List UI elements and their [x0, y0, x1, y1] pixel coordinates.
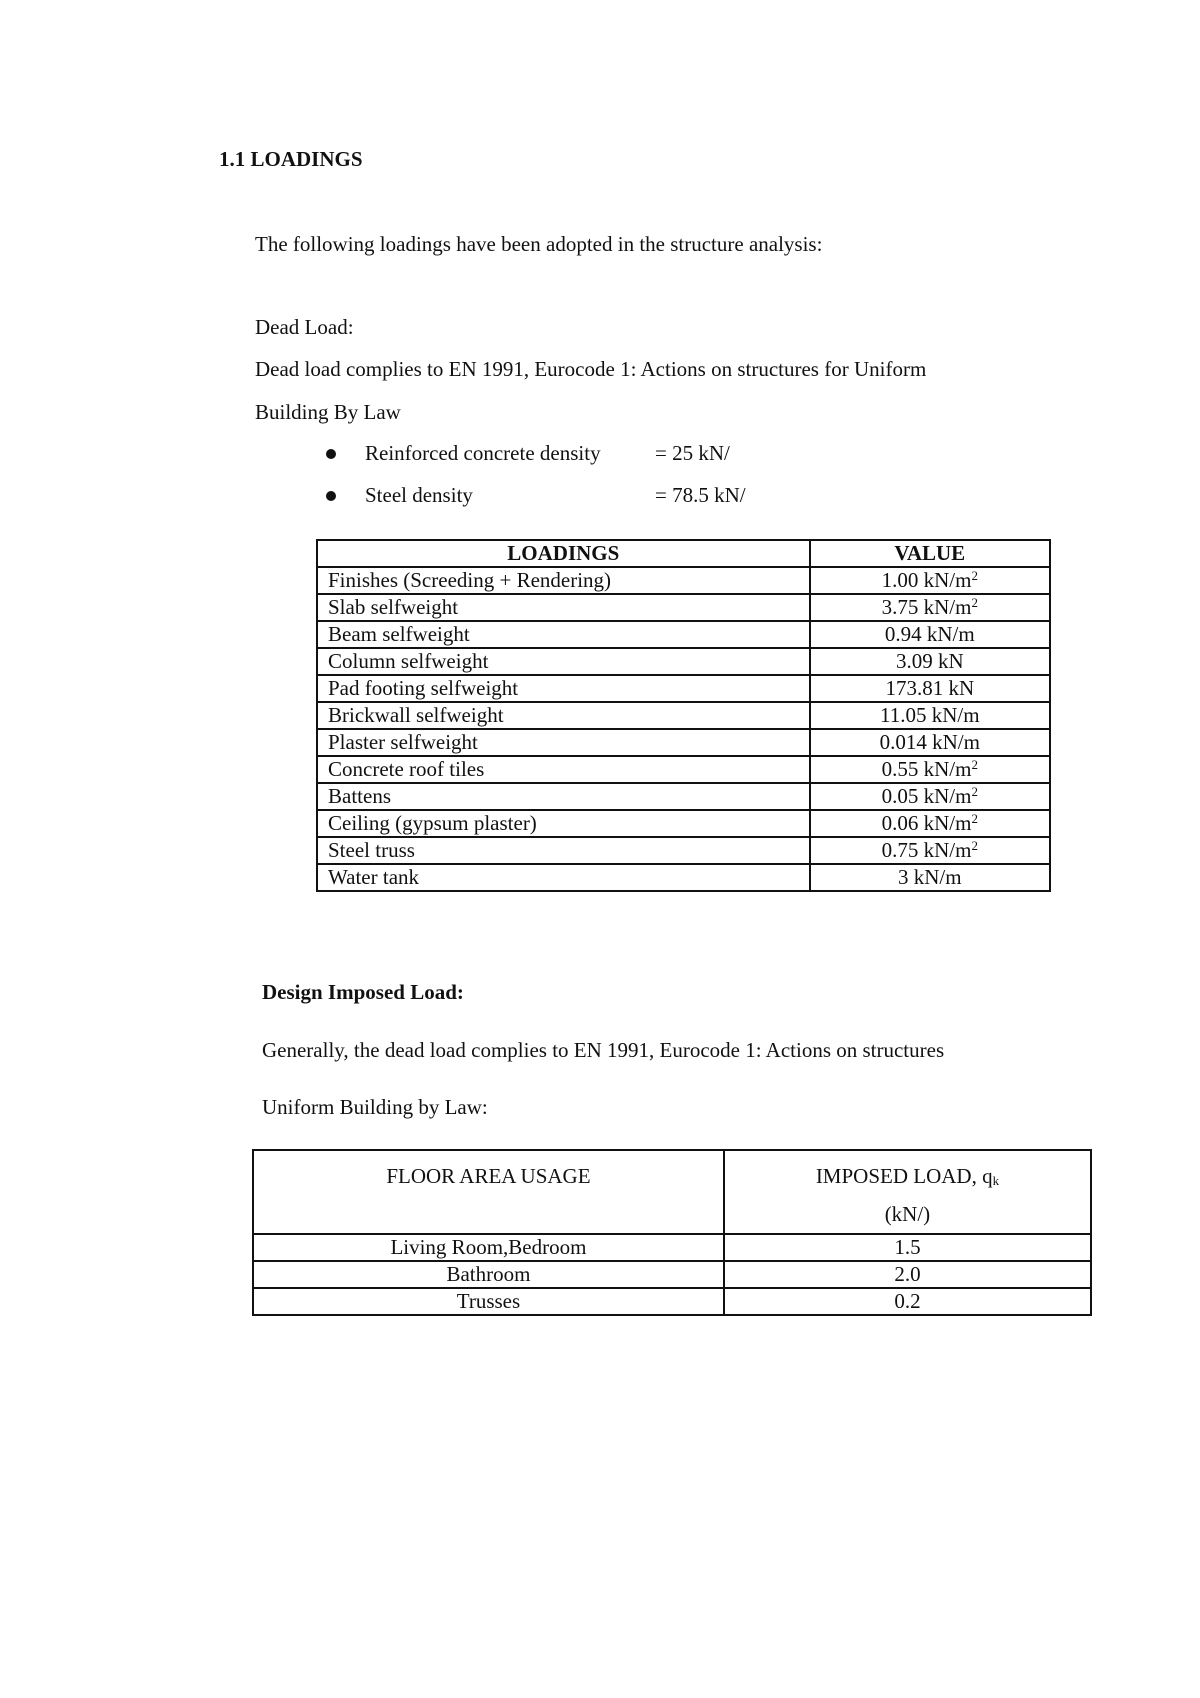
bullet-value-concrete-density: = 25 kN/ [655, 441, 730, 465]
bullet-label-concrete-density: Reinforced concrete density [365, 441, 601, 465]
loading-value-text: 0.014 kN/m [879, 730, 980, 754]
bullet-value-steel-density: = 78.5 kN/ [655, 483, 746, 507]
loading-name-cell: Slab selfweight [317, 594, 810, 621]
loading-name-cell: Plaster selfweight [317, 729, 810, 756]
loading-name-cell: Ceiling (gypsum plaster) [317, 810, 810, 837]
loading-name-cell: Beam selfweight [317, 621, 810, 648]
imposed-load-cell: 1.5 [724, 1234, 1091, 1261]
dead-load-heading: Dead Load: [255, 315, 354, 339]
loading-value-text: 3 kN/m [897, 865, 962, 889]
loading-value-text: 0.75 kN/m [881, 838, 972, 862]
loading-name-cell: Finishes (Screeding + Rendering) [317, 567, 810, 594]
loadings-column-header: LOADINGS [317, 540, 810, 567]
bullet-label-steel-density: Steel density [365, 483, 473, 507]
loading-value-exponent: 2 [971, 595, 978, 610]
table-row [317, 621, 1050, 648]
loading-name-cell: Concrete roof tiles [317, 756, 810, 783]
loading-value-cell [810, 567, 1050, 594]
design-imposed-description-line1: Generally, the dead load complies to EN 1991, Eurocode 1: Actions on structures [262, 1038, 945, 1062]
dead-load-description-line2: Building By Law [255, 400, 401, 424]
loading-value-text: 0.94 kN/m [884, 622, 975, 646]
loading-value-text: 0.05 kN/m [881, 784, 972, 808]
loading-name-cell: Steel truss [317, 837, 810, 864]
design-imposed-description-line2: Uniform Building by Law: [262, 1095, 488, 1119]
table-row [253, 1288, 1091, 1315]
loading-value-exponent: 2 [971, 838, 978, 853]
loading-name-cell: Battens [317, 783, 810, 810]
table-row [317, 864, 1050, 891]
imposed-load-header-text: IMPOSED LOAD, q [815, 1164, 993, 1188]
imposed-load-cell: 0.2 [724, 1288, 1091, 1315]
table-row [317, 675, 1050, 702]
loading-value-text: 11.05 kN/m [880, 703, 980, 727]
loadings-table-header-row [317, 540, 1050, 567]
table-row [253, 1261, 1091, 1288]
loading-value-cell [810, 648, 1050, 675]
imposed-table-header-row [253, 1150, 1091, 1234]
loading-value-text: 3.75 kN/m [881, 595, 972, 619]
loading-value-cell [810, 621, 1050, 648]
loadings-table [316, 539, 1051, 892]
table-row [317, 756, 1050, 783]
loading-value-text: 3.09 kN [895, 649, 964, 673]
table-row [253, 1234, 1091, 1261]
loading-value-cell [810, 810, 1050, 837]
loading-name-cell: Column selfweight [317, 648, 810, 675]
imposed-load-cell: 2.0 [724, 1261, 1091, 1288]
intro-paragraph: The following loadings have been adopted in the structure analysis: [255, 232, 823, 256]
floor-usage-cell: Bathroom [253, 1261, 724, 1288]
design-imposed-load-heading: Design Imposed Load: [262, 980, 464, 1004]
loading-value-exponent: 2 [971, 757, 978, 772]
table-row [317, 837, 1050, 864]
floor-usage-cell: Living Room,Bedroom [253, 1234, 724, 1261]
loading-value-text: 173.81 kN [885, 676, 975, 700]
imposed-load-header [724, 1150, 1091, 1234]
loading-value-cell [810, 756, 1050, 783]
loading-name-cell: Pad footing selfweight [317, 675, 810, 702]
floor-usage-cell: Trusses [253, 1288, 724, 1315]
table-row [317, 810, 1050, 837]
imposed-load-table [252, 1149, 1092, 1316]
dead-load-description-line1: Dead load complies to EN 1991, Eurocode 1: Actions on structures for Uniform [255, 357, 927, 381]
loading-value-cell [810, 594, 1050, 621]
bullet-dot-icon [326, 449, 336, 459]
table-row [317, 567, 1050, 594]
loading-value-cell [810, 864, 1050, 891]
table-row [317, 729, 1050, 756]
table-row [317, 783, 1050, 810]
table-row [317, 648, 1050, 675]
table-row [317, 594, 1050, 621]
loading-value-cell [810, 675, 1050, 702]
floor-area-usage-header-text: FLOOR AREA USAGE [386, 1164, 591, 1188]
loading-value-text: 0.06 kN/m [881, 811, 972, 835]
loading-value-cell [810, 729, 1050, 756]
section-title: 1.1 LOADINGS [219, 147, 363, 171]
loading-value-exponent: 2 [971, 811, 978, 826]
imposed-load-header-unit: (kN/) [884, 1202, 931, 1226]
loading-value-exponent: 2 [971, 784, 978, 799]
loading-name-cell: Brickwall selfweight [317, 702, 810, 729]
imposed-load-header-subscript: k [992, 1173, 1000, 1188]
loading-value-cell [810, 837, 1050, 864]
loading-value-cell [810, 702, 1050, 729]
bullet-dot-icon [326, 491, 336, 501]
loading-value-cell [810, 783, 1050, 810]
floor-area-usage-header [253, 1150, 724, 1234]
table-row [317, 702, 1050, 729]
loading-value-exponent: 2 [971, 568, 978, 583]
loading-name-cell: Water tank [317, 864, 810, 891]
value-column-header: VALUE [810, 540, 1050, 567]
loading-value-text: 1.00 kN/m [881, 568, 972, 592]
loading-value-text: 0.55 kN/m [881, 757, 972, 781]
